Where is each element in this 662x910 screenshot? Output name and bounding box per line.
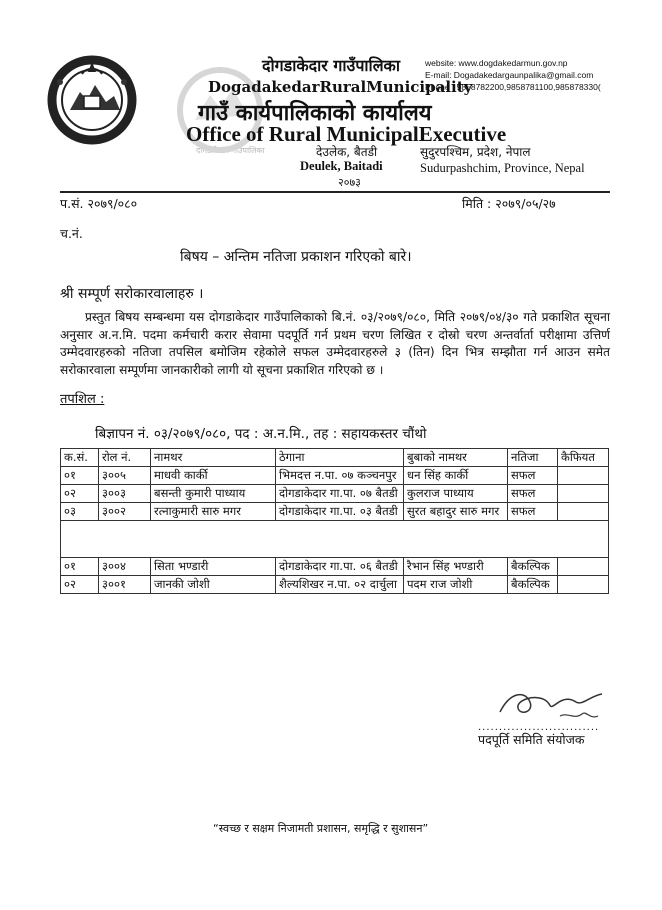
cell-roll: ३००३ [99, 485, 151, 503]
address-en: Deulek, Baitadi [300, 159, 383, 173]
emblem-watermark-caption: दोगडाकेदार गाउँपालिका [196, 146, 265, 155]
cell-address: भिमदत्त न.पा. ०७ कञ्चनपुर [276, 467, 404, 485]
table-row [61, 576, 609, 594]
cell-serial: ०१ [61, 467, 99, 485]
cell-serial: ०२ [61, 576, 99, 594]
municipality-emblem-icon [40, 52, 145, 147]
municipality-name-np: दोगडाकेदार गाउँपालिका [262, 56, 400, 75]
province-np: सुदुरपश्चिम, प्रदेश, नेपाल [420, 145, 531, 159]
cell-remarks [558, 467, 609, 485]
header-remarks: कैफियत [558, 449, 609, 467]
cell-remarks [558, 503, 609, 521]
cell-serial: ०१ [61, 558, 99, 576]
cell-address: दोगडाकेदार गा.पा. ०७ बैतडी [276, 485, 404, 503]
established-year: २०७३ [338, 176, 361, 189]
header-result: नतिजा [508, 449, 558, 467]
municipality-name-en: DogadakedarRuralMunicipality [208, 78, 473, 96]
header-serial: क.सं. [61, 449, 99, 467]
contact-email: E-mail: Dogadakedargaunpalika@gmail.com [425, 70, 594, 80]
table-gap-row [61, 521, 609, 558]
cell-address: दोगडाकेदार गा.पा. ०६ बैतडी [276, 558, 404, 576]
cell-father-name: सुरत बहादुर सारु मगर [404, 503, 508, 521]
signatory-role: पदपूर्ति समिति संयोजक [478, 732, 585, 747]
letter-body: प्रस्तुत बिषय सम्बन्धमा यस दोगडाकेदार गाउँपालिकाको बि.नं. ०३/२०७९/०८०, मिति २०७९/०४/३० गते प्रकाशित सूचना अनुसार अ.न.मि. पदमा कर्मचारी करार सेवामा पदपूर्ति गर्न प्रथम चरण लिखित र दोस्रो चरण अन्तर्वार्ता परीक्षामा उत्तिर्ण उम्मेदवारहरुको नतिजा तपसिल बमोजिम रहेकोले सफल उम्मेदवारहरुले ३ (तिन) दिन भित्र सम्झौता गर्न आउन समेत सरोकारवाला सम्पूर्णमा जानकारीको लागी यो सूचना प्रकाशित गरिएको छ । [60, 310, 610, 377]
cell-remarks [558, 558, 609, 576]
table-row [61, 558, 609, 576]
cell-name: सिता भण्डारी [151, 558, 276, 576]
cell-result: सफल [508, 467, 558, 485]
cell-father-name: रैभान सिंह भण्डारी [404, 558, 508, 576]
cell-name: माधवी कार्की [151, 467, 276, 485]
cell-result: बैकल्पिक [508, 558, 558, 576]
cell-roll: ३००१ [99, 576, 151, 594]
header-father-name: बुबाको नामथर [404, 449, 508, 467]
table-row [61, 503, 609, 521]
cell-serial: ०२ [61, 485, 99, 503]
cell-remarks [558, 576, 609, 594]
contact-website: website: www.dogdakedarmun.gov.np [425, 58, 568, 68]
header-address: ठेगाना [276, 449, 404, 467]
letter-date: मिति : २०७९/०५/२७ [462, 196, 556, 211]
cell-serial: ०३ [61, 503, 99, 521]
cell-result: सफल [508, 503, 558, 521]
gap-cell [61, 521, 609, 558]
address-np: देउलेक, बैतडी [316, 145, 378, 159]
header-roll: रोल नं. [99, 449, 151, 467]
letter-reference-number: प.सं. २०७९/०८० [60, 196, 138, 211]
cell-name: रत्नाकुमारी सारु मगर [151, 503, 276, 521]
office-name-np: गाउँ कार्यपालिकाको कार्यालय [198, 101, 432, 126]
letter-addressee: श्री सम्पूर्ण सरोकारवालाहरु । [60, 286, 204, 302]
header-divider [60, 191, 610, 193]
table-row [61, 467, 609, 485]
table-header-row [61, 449, 609, 467]
cell-result: बैकल्पिक [508, 576, 558, 594]
cell-result: सफल [508, 485, 558, 503]
cell-name: बसन्ती कुमारी पाध्याय [151, 485, 276, 503]
header-name: नामथर [151, 449, 276, 467]
cell-roll: ३००२ [99, 503, 151, 521]
signature-line: ............................. [478, 722, 600, 733]
table-row [61, 485, 609, 503]
cell-father-name: धन सिंह कार्की [404, 467, 508, 485]
details-heading: तपशिल : [60, 392, 105, 407]
contact-phone: Phone : 9858782200,9858781100,985878330( [425, 82, 601, 92]
cell-roll: ३००४ [99, 558, 151, 576]
cell-remarks [558, 485, 609, 503]
results-table [60, 448, 609, 594]
dispatch-number: च.नं. [60, 226, 83, 241]
cell-address: शैल्यशिखर न.पा. ०२ दार्चुला [276, 576, 404, 594]
cell-address: दोगडाकेदार गा.पा. ०३ बैतडी [276, 503, 404, 521]
cell-father-name: पदम राज जोशी [404, 576, 508, 594]
cell-roll: ३००५ [99, 467, 151, 485]
cell-father-name: कुलराज पाध्याय [404, 485, 508, 503]
advertisement-info: बिज्ञापन नं. ०३/२०७९/०८०, पद : अ.न.मि., तह : सहायकस्तर चौंथो [95, 426, 427, 442]
province-en: Sudurpashchim, Province, Nepal [420, 161, 585, 175]
cell-name: जानकी जोशी [151, 576, 276, 594]
footer-motto: “स्वच्छ र सक्षम निजामती प्रशासन, समृद्धि र सुशासन” [213, 822, 429, 835]
office-name-en: Office of Rural MunicipalExecutive [186, 122, 507, 146]
letter-subject: बिषय – अन्तिम नतिजा प्रकाशन गरिएको बारे। [180, 249, 412, 265]
